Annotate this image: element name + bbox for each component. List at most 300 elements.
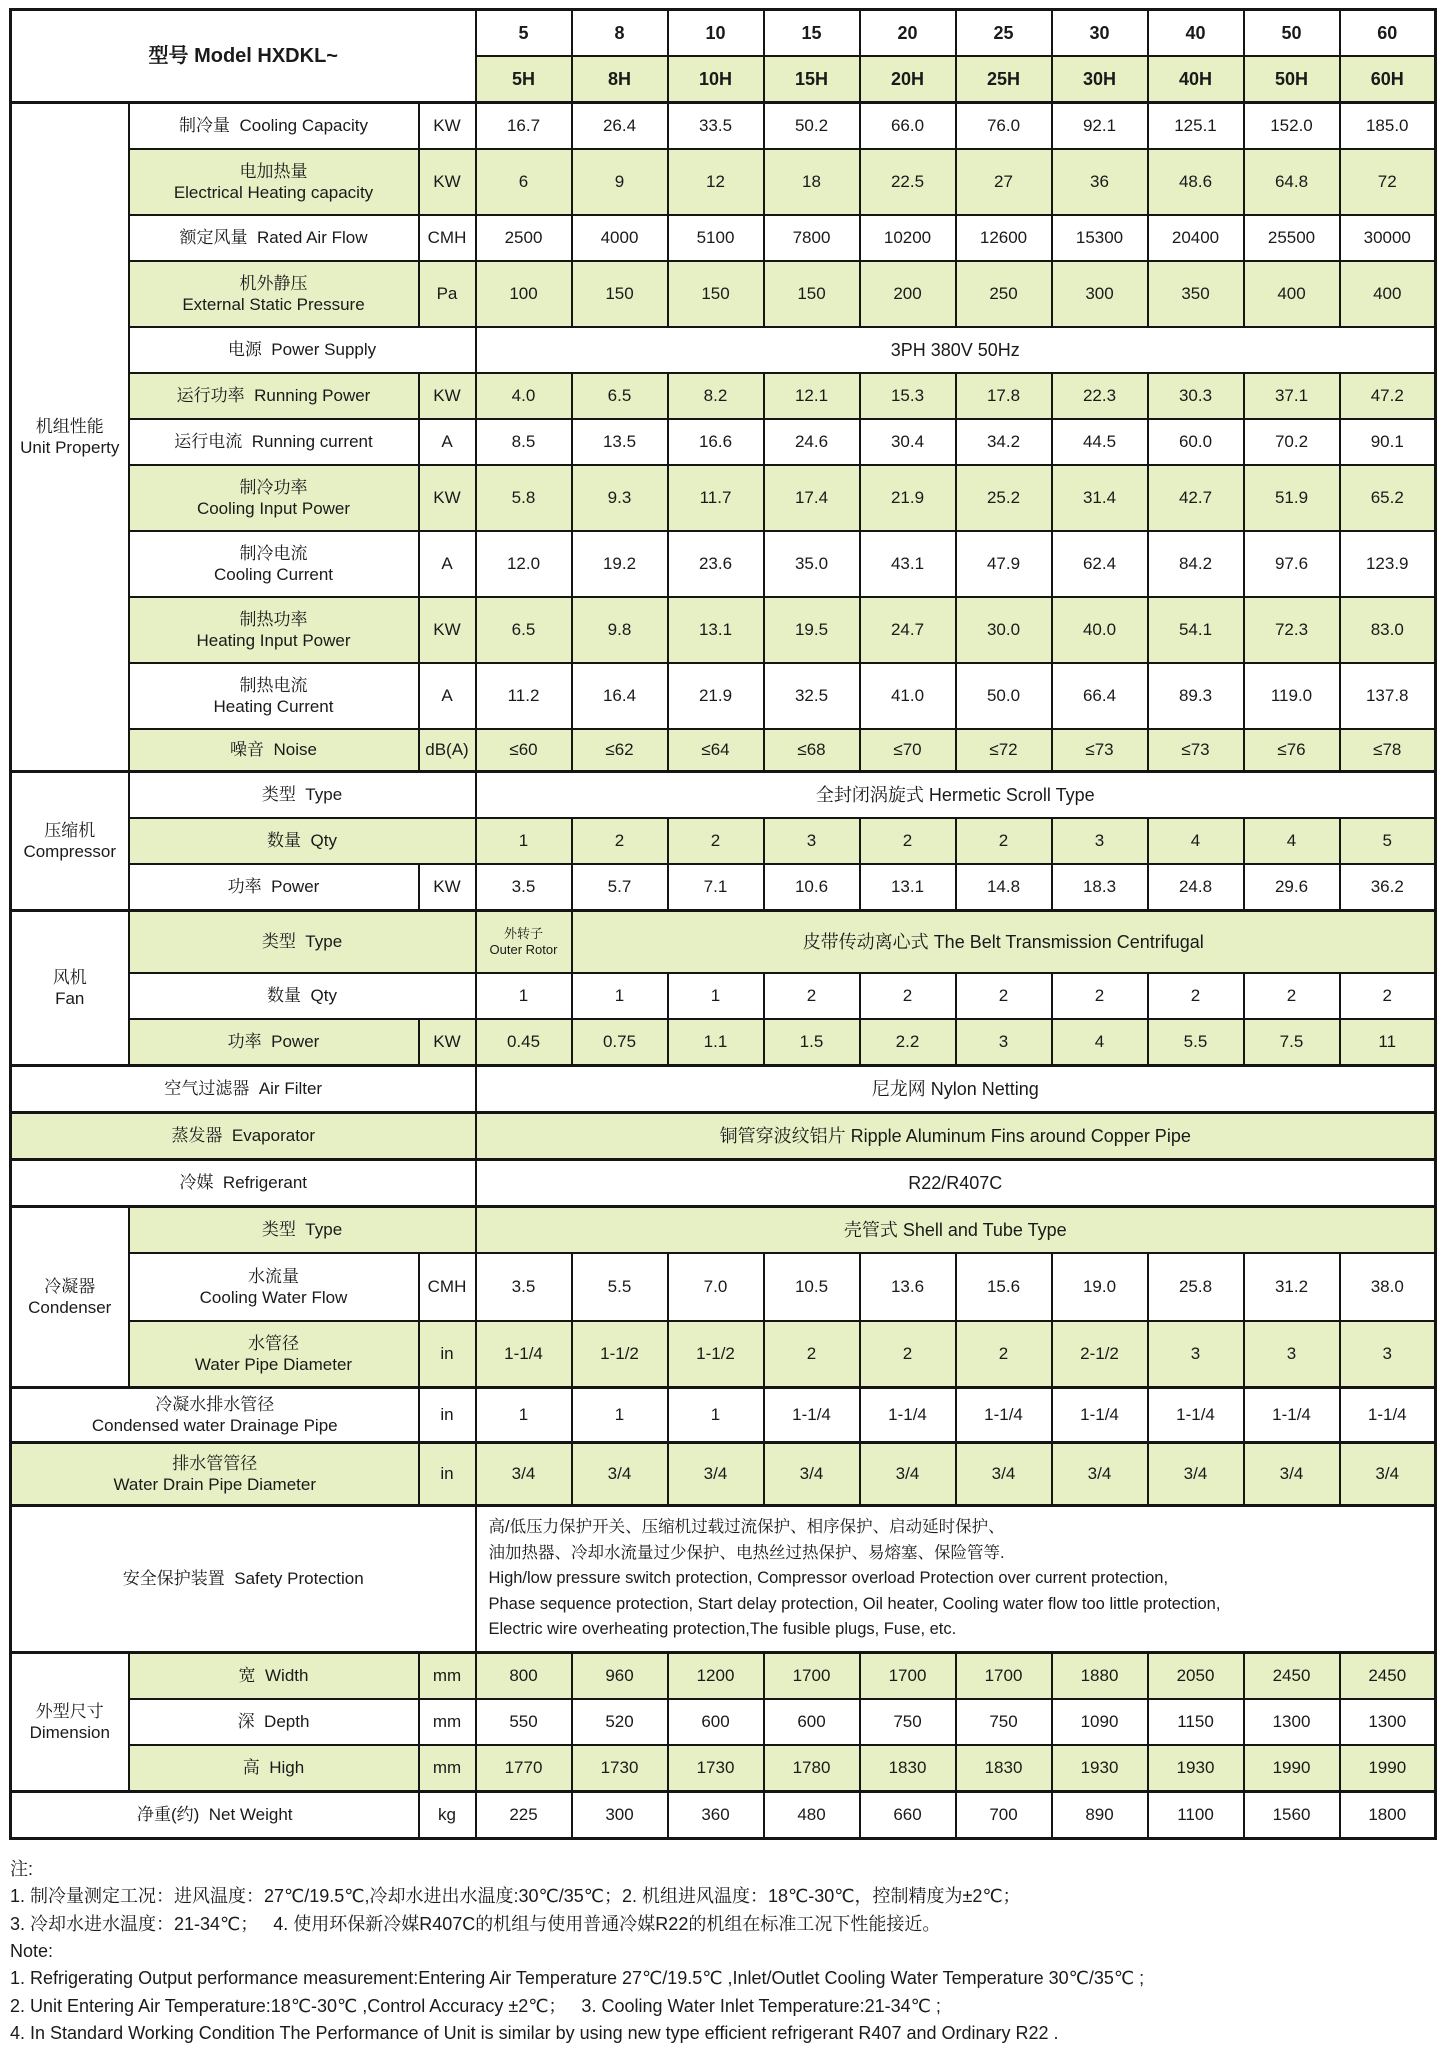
- label-cell: 安全保护装置 Safety Protection: [11, 1506, 476, 1653]
- value-cell: 1-1/4: [1148, 1388, 1244, 1443]
- value-cell: 12.0: [476, 531, 572, 597]
- value-cell: 2: [860, 1321, 956, 1388]
- value-cell: 480: [764, 1791, 860, 1838]
- value-cell: 2: [956, 1321, 1052, 1388]
- value-cell: 1: [476, 818, 572, 864]
- span-cell: 皮带传动离心式 The Belt Transmission Centrifugal: [572, 911, 1436, 974]
- value-cell: 2500: [476, 215, 572, 261]
- value-cell: 5.5: [572, 1253, 668, 1321]
- value-cell: 4000: [572, 215, 668, 261]
- unit-cell: in: [419, 1443, 476, 1506]
- value-cell: 72: [1340, 149, 1436, 215]
- value-cell: 9.3: [572, 465, 668, 531]
- spec-sheet: [0, 8, 1444, 2047]
- group-cell: 冷凝器 Condenser: [11, 1207, 129, 1388]
- value-cell: 36.2: [1340, 864, 1436, 911]
- value-cell: 5.5: [1148, 1019, 1244, 1066]
- value-cell: 15.6: [956, 1253, 1052, 1321]
- value-cell: 6.5: [572, 373, 668, 419]
- label-cell: 机外静压 External Static Pressure: [129, 261, 419, 327]
- value-cell: 2: [764, 973, 860, 1019]
- value-cell: 15300: [1052, 215, 1148, 261]
- value-cell: 1700: [956, 1652, 1052, 1699]
- value-cell: 9.8: [572, 597, 668, 663]
- unit-cell: A: [419, 663, 476, 729]
- value-cell: 700: [956, 1791, 1052, 1838]
- value-cell: 2050: [1148, 1652, 1244, 1699]
- value-cell: 22.3: [1052, 373, 1148, 419]
- value-cell: 30.3: [1148, 373, 1244, 419]
- value-cell: 97.6: [1244, 531, 1340, 597]
- value-cell: 2450: [1340, 1652, 1436, 1699]
- value-cell: 960: [572, 1652, 668, 1699]
- model-cell: 8: [572, 10, 668, 57]
- value-cell: 51.9: [1244, 465, 1340, 531]
- value-cell: 890: [1052, 1791, 1148, 1838]
- value-cell: 3.5: [476, 864, 572, 911]
- value-cell: 1-1/2: [572, 1321, 668, 1388]
- value-cell: 1990: [1340, 1745, 1436, 1792]
- value-cell: 5: [1340, 818, 1436, 864]
- label-cell: 蒸发器 Evaporator: [11, 1113, 476, 1160]
- value-cell: 32.5: [764, 663, 860, 729]
- label-cell: 排水管管径 Water Drain Pipe Diameter: [11, 1443, 419, 1506]
- label-cell: 高 High: [129, 1745, 419, 1792]
- value-cell: 5100: [668, 215, 764, 261]
- value-cell: 11: [1340, 1019, 1436, 1066]
- value-cell: 185.0: [1340, 103, 1436, 150]
- value-cell: 31.2: [1244, 1253, 1340, 1321]
- model-h-cell: 5H: [476, 56, 572, 103]
- value-cell: 29.6: [1244, 864, 1340, 911]
- value-cell: 150: [668, 261, 764, 327]
- model-cell: 25: [956, 10, 1052, 57]
- value-cell: 2: [764, 1321, 860, 1388]
- value-cell: 24.7: [860, 597, 956, 663]
- value-cell: 3: [764, 818, 860, 864]
- unit-cell: A: [419, 531, 476, 597]
- value-cell: 50.2: [764, 103, 860, 150]
- value-cell: 1990: [1244, 1745, 1340, 1792]
- value-cell: 1930: [1148, 1745, 1244, 1792]
- value-cell: 10.5: [764, 1253, 860, 1321]
- value-cell: 1090: [1052, 1699, 1148, 1745]
- value-cell: 16.7: [476, 103, 572, 150]
- value-cell: 4: [1148, 818, 1244, 864]
- value-cell: 6: [476, 149, 572, 215]
- model-h-cell: 40H: [1148, 56, 1244, 103]
- note-line: 1. 制冷量测定工况：进风温度：27℃/19.5℃,冷却水进出水温度:30℃/35℃；2. 机组进风温度：18℃-30℃，控制精度为±2℃；: [10, 1886, 1021, 1907]
- value-cell: 18.3: [1052, 864, 1148, 911]
- value-cell: 31.4: [1052, 465, 1148, 531]
- span-cell: 铜管穿波纹铝片 Ripple Aluminum Fins around Copper Pipe: [476, 1113, 1436, 1160]
- label-cell: 运行功率 Running Power: [129, 373, 419, 419]
- value-cell: 3/4: [956, 1443, 1052, 1506]
- value-cell: 3/4: [668, 1443, 764, 1506]
- value-cell: 2: [1340, 973, 1436, 1019]
- label-cell: 功率 Power: [129, 1019, 419, 1066]
- unit-cell: CMH: [419, 215, 476, 261]
- label-cell: 额定风量 Rated Air Flow: [129, 215, 419, 261]
- value-cell: 1: [668, 973, 764, 1019]
- value-cell: 3: [1244, 1321, 1340, 1388]
- value-cell: 89.3: [1148, 663, 1244, 729]
- value-cell: 12.1: [764, 373, 860, 419]
- value-cell: 150: [572, 261, 668, 327]
- model-cell: 10: [668, 10, 764, 57]
- value-cell: 4: [1052, 1019, 1148, 1066]
- value-cell: 200: [860, 261, 956, 327]
- unit-cell: dB(A): [419, 729, 476, 772]
- value-cell: 27: [956, 149, 1052, 215]
- unit-cell: CMH: [419, 1253, 476, 1321]
- value-cell: 3.5: [476, 1253, 572, 1321]
- value-cell: 25.2: [956, 465, 1052, 531]
- value-cell: 43.1: [860, 531, 956, 597]
- value-cell: 22.5: [860, 149, 956, 215]
- value-cell: 47.2: [1340, 373, 1436, 419]
- value-cell: 65.2: [1340, 465, 1436, 531]
- model-title-cell: 型号 Model HXDKL~: [11, 10, 476, 103]
- value-cell: 33.5: [668, 103, 764, 150]
- value-cell: 24.8: [1148, 864, 1244, 911]
- value-cell: 70.2: [1244, 419, 1340, 465]
- value-cell: 42.7: [1148, 465, 1244, 531]
- value-cell: 25500: [1244, 215, 1340, 261]
- value-cell: 152.0: [1244, 103, 1340, 150]
- value-cell: 2: [572, 818, 668, 864]
- value-cell: 7.5: [1244, 1019, 1340, 1066]
- unit-cell: in: [419, 1388, 476, 1443]
- value-cell: 750: [956, 1699, 1052, 1745]
- value-cell: 1-1/4: [1340, 1388, 1436, 1443]
- unit-cell: KW: [419, 103, 476, 150]
- label-cell: 制热功率 Heating Input Power: [129, 597, 419, 663]
- value-cell: 2: [1052, 973, 1148, 1019]
- unit-cell: mm: [419, 1652, 476, 1699]
- value-cell: ≤62: [572, 729, 668, 772]
- value-cell: ≤76: [1244, 729, 1340, 772]
- value-cell: 40.0: [1052, 597, 1148, 663]
- value-cell: 2: [668, 818, 764, 864]
- value-cell: 20400: [1148, 215, 1244, 261]
- label-cell: 功率 Power: [129, 864, 419, 911]
- safety-text-cell: 高/低压力保护开关、压缩机过载过流保护、相序保护、启动延时保护、 油加热器、冷却水流量过少保护、电热丝过热保护、易熔塞、保险管等. High/low pressure switch protection, Compressor overload Protection over current protection, Phase sequence protection, Start delay protection, Oil heater, Cooling water flow too little protection, Electric wire overheating protection,The fusible plugs, Fuse, etc.: [476, 1506, 1436, 1653]
- group-cell: 机组性能 Unit Property: [11, 103, 129, 772]
- value-cell: ≤78: [1340, 729, 1436, 772]
- value-cell: 123.9: [1340, 531, 1436, 597]
- value-cell: 13.6: [860, 1253, 956, 1321]
- value-cell: 12: [668, 149, 764, 215]
- value-cell: 2-1/2: [1052, 1321, 1148, 1388]
- value-cell: 3/4: [1148, 1443, 1244, 1506]
- model-h-cell: 30H: [1052, 56, 1148, 103]
- value-cell: 3/4: [1340, 1443, 1436, 1506]
- value-cell: 37.1: [1244, 373, 1340, 419]
- notes: [10, 1856, 1436, 2048]
- value-cell: 3/4: [1052, 1443, 1148, 1506]
- model-h-cell: 50H: [1244, 56, 1340, 103]
- value-cell: 300: [1052, 261, 1148, 327]
- value-cell: 34.2: [956, 419, 1052, 465]
- span-cell: 3PH 380V 50Hz: [476, 327, 1436, 373]
- unit-cell: mm: [419, 1745, 476, 1792]
- value-cell: 1100: [1148, 1791, 1244, 1838]
- value-cell: 2: [860, 973, 956, 1019]
- value-cell: 125.1: [1148, 103, 1244, 150]
- unit-cell: KW: [419, 465, 476, 531]
- unit-cell: in: [419, 1321, 476, 1388]
- value-cell: 16.4: [572, 663, 668, 729]
- value-cell: 62.4: [1052, 531, 1148, 597]
- model-cell: 20: [860, 10, 956, 57]
- value-cell: 19.2: [572, 531, 668, 597]
- value-cell: 23.6: [668, 531, 764, 597]
- value-cell: 10.6: [764, 864, 860, 911]
- label-cell: 制冷电流 Cooling Current: [129, 531, 419, 597]
- value-cell: 1: [572, 1388, 668, 1443]
- value-cell: 26.4: [572, 103, 668, 150]
- model-h-cell: 15H: [764, 56, 860, 103]
- value-cell: 72.3: [1244, 597, 1340, 663]
- label-cell: 净重(约) Net Weight: [11, 1791, 419, 1838]
- label-cell: 类型 Type: [129, 911, 476, 974]
- value-cell: 0.45: [476, 1019, 572, 1066]
- value-cell: 360: [668, 1791, 764, 1838]
- value-cell: 1700: [764, 1652, 860, 1699]
- value-cell: 30.0: [956, 597, 1052, 663]
- value-cell: ≤60: [476, 729, 572, 772]
- note-line: 4. In Standard Working Condition The Performance of Unit is similar by using new type efficient refrigerant R407 and Ordinary R22 .: [10, 2022, 1059, 2043]
- label-cell: 宽 Width: [129, 1652, 419, 1699]
- value-cell: 137.8: [1340, 663, 1436, 729]
- value-cell: 76.0: [956, 103, 1052, 150]
- unit-cell: KW: [419, 864, 476, 911]
- value-cell: 3: [1148, 1321, 1244, 1388]
- note-line: 1. Refrigerating Output performance measurement:Entering Air Temperature 27℃/19.5℃ ,Inlet/Outlet Cooling Water Temperature 30℃/35℃ ;: [10, 1968, 1145, 1989]
- value-cell: 13.1: [860, 864, 956, 911]
- value-cell: 13.1: [668, 597, 764, 663]
- value-cell: 2: [956, 818, 1052, 864]
- model-h-cell: 60H: [1340, 56, 1436, 103]
- value-cell: 1: [476, 973, 572, 1019]
- value-cell: 1-1/4: [476, 1321, 572, 1388]
- value-cell: 150: [764, 261, 860, 327]
- value-cell: 21.9: [860, 465, 956, 531]
- label-cell: 深 Depth: [129, 1699, 419, 1745]
- value-cell: 48.6: [1148, 149, 1244, 215]
- value-cell: 90.1: [1340, 419, 1436, 465]
- value-cell: 3/4: [572, 1443, 668, 1506]
- value-cell: 1-1/4: [860, 1388, 956, 1443]
- label-cell: 噪音 Noise: [129, 729, 419, 772]
- value-cell: 3: [1052, 818, 1148, 864]
- value-cell: 550: [476, 1699, 572, 1745]
- model-cell: 30: [1052, 10, 1148, 57]
- value-cell: 7800: [764, 215, 860, 261]
- value-cell: 19.5: [764, 597, 860, 663]
- value-cell: 1730: [572, 1745, 668, 1792]
- model-cell: 60: [1340, 10, 1436, 57]
- value-cell: 15.3: [860, 373, 956, 419]
- label-cell: 数量 Qty: [129, 818, 476, 864]
- model-cell: 5: [476, 10, 572, 57]
- value-cell: 17.4: [764, 465, 860, 531]
- value-cell: 1: [572, 973, 668, 1019]
- value-cell: 16.6: [668, 419, 764, 465]
- value-cell: 600: [668, 1699, 764, 1745]
- model-cell: 40: [1148, 10, 1244, 57]
- group-cell: 外型尺寸 Dimension: [11, 1652, 129, 1791]
- value-cell: 10200: [860, 215, 956, 261]
- value-cell: 1-1/4: [1052, 1388, 1148, 1443]
- value-cell: 4.0: [476, 373, 572, 419]
- label-cell: 电源 Power Supply: [129, 327, 476, 373]
- value-cell: 1700: [860, 1652, 956, 1699]
- value-cell: 600: [764, 1699, 860, 1745]
- unit-cell: kg: [419, 1791, 476, 1838]
- value-cell: 1: [476, 1388, 572, 1443]
- value-cell: 11.7: [668, 465, 764, 531]
- unit-cell: KW: [419, 1019, 476, 1066]
- value-cell: 83.0: [1340, 597, 1436, 663]
- fan-type-first-cell: 外转子 Outer Rotor: [476, 911, 572, 974]
- value-cell: 7.1: [668, 864, 764, 911]
- value-cell: ≤73: [1148, 729, 1244, 772]
- span-cell: 全封闭涡旋式 Hermetic Scroll Type: [476, 772, 1436, 819]
- value-cell: 1730: [668, 1745, 764, 1792]
- value-cell: 47.9: [956, 531, 1052, 597]
- label-cell: 空气过滤器 Air Filter: [11, 1066, 476, 1113]
- value-cell: 1930: [1052, 1745, 1148, 1792]
- value-cell: 1830: [956, 1745, 1052, 1792]
- value-cell: 25.8: [1148, 1253, 1244, 1321]
- label-cell: 类型 Type: [129, 1207, 476, 1254]
- label-cell: 数量 Qty: [129, 973, 476, 1019]
- label-cell: 冷凝水排水管径 Condensed water Drainage Pipe: [11, 1388, 419, 1443]
- value-cell: 36: [1052, 149, 1148, 215]
- group-cell: 压缩机 Compressor: [11, 772, 129, 911]
- value-cell: 66.0: [860, 103, 956, 150]
- value-cell: 60.0: [1148, 419, 1244, 465]
- span-cell: 壳管式 Shell and Tube Type: [476, 1207, 1436, 1254]
- value-cell: 8.5: [476, 419, 572, 465]
- value-cell: 84.2: [1148, 531, 1244, 597]
- value-cell: 5.7: [572, 864, 668, 911]
- value-cell: 54.1: [1148, 597, 1244, 663]
- value-cell: 2: [1148, 973, 1244, 1019]
- value-cell: ≤72: [956, 729, 1052, 772]
- value-cell: 2: [1244, 973, 1340, 1019]
- value-cell: 3/4: [476, 1443, 572, 1506]
- value-cell: 2: [956, 973, 1052, 1019]
- value-cell: 1-1/2: [668, 1321, 764, 1388]
- value-cell: 660: [860, 1791, 956, 1838]
- span-cell: R22/R407C: [476, 1160, 1436, 1207]
- value-cell: 1880: [1052, 1652, 1148, 1699]
- value-cell: 19.0: [1052, 1253, 1148, 1321]
- label-cell: 水管径 Water Pipe Diameter: [129, 1321, 419, 1388]
- value-cell: 1-1/4: [1244, 1388, 1340, 1443]
- value-cell: 12600: [956, 215, 1052, 261]
- unit-cell: KW: [419, 597, 476, 663]
- label-cell: 类型 Type: [129, 772, 476, 819]
- value-cell: ≤70: [860, 729, 956, 772]
- value-cell: 41.0: [860, 663, 956, 729]
- value-cell: 50.0: [956, 663, 1052, 729]
- value-cell: 64.8: [1244, 149, 1340, 215]
- unit-cell: KW: [419, 373, 476, 419]
- value-cell: 7.0: [668, 1253, 764, 1321]
- value-cell: 1830: [860, 1745, 956, 1792]
- value-cell: 3/4: [1244, 1443, 1340, 1506]
- notes-zh-title: 注:: [10, 1858, 34, 1879]
- unit-cell: A: [419, 419, 476, 465]
- value-cell: 14.8: [956, 864, 1052, 911]
- unit-cell: KW: [419, 149, 476, 215]
- value-cell: 24.6: [764, 419, 860, 465]
- value-cell: 44.5: [1052, 419, 1148, 465]
- value-cell: ≤68: [764, 729, 860, 772]
- value-cell: ≤64: [668, 729, 764, 772]
- value-cell: 3: [1340, 1321, 1436, 1388]
- model-cell: 15: [764, 10, 860, 57]
- value-cell: 66.4: [1052, 663, 1148, 729]
- value-cell: 2.2: [860, 1019, 956, 1066]
- value-cell: 4: [1244, 818, 1340, 864]
- value-cell: 5.8: [476, 465, 572, 531]
- value-cell: 17.8: [956, 373, 1052, 419]
- spec-table: [9, 8, 1437, 1840]
- model-cell: 50: [1244, 10, 1340, 57]
- value-cell: 30.4: [860, 419, 956, 465]
- value-cell: 1770: [476, 1745, 572, 1792]
- value-cell: 0.75: [572, 1019, 668, 1066]
- value-cell: 400: [1340, 261, 1436, 327]
- value-cell: 800: [476, 1652, 572, 1699]
- value-cell: 1560: [1244, 1791, 1340, 1838]
- value-cell: 520: [572, 1699, 668, 1745]
- group-cell: 风机 Fan: [11, 911, 129, 1066]
- value-cell: 119.0: [1244, 663, 1340, 729]
- value-cell: 2: [860, 818, 956, 864]
- value-cell: 35.0: [764, 531, 860, 597]
- value-cell: 1-1/4: [764, 1388, 860, 1443]
- value-cell: 100: [476, 261, 572, 327]
- value-cell: 92.1: [1052, 103, 1148, 150]
- model-h-cell: 20H: [860, 56, 956, 103]
- label-cell: 制热电流 Heating Current: [129, 663, 419, 729]
- value-cell: 3/4: [764, 1443, 860, 1506]
- value-cell: 1: [668, 1388, 764, 1443]
- unit-cell: mm: [419, 1699, 476, 1745]
- label-cell: 电加热量 Electrical Heating capacity: [129, 149, 419, 215]
- note-line: 3. 冷却水进水温度：21-34℃； 4. 使用环保新冷媒R407C的机组与使用普通冷媒R22的机组在标准工况下性能接近。: [10, 1913, 941, 1934]
- value-cell: 1200: [668, 1652, 764, 1699]
- value-cell: 400: [1244, 261, 1340, 327]
- model-h-cell: 8H: [572, 56, 668, 103]
- value-cell: 1300: [1340, 1699, 1436, 1745]
- value-cell: 3/4: [860, 1443, 956, 1506]
- unit-cell: Pa: [419, 261, 476, 327]
- value-cell: 3: [956, 1019, 1052, 1066]
- value-cell: 350: [1148, 261, 1244, 327]
- value-cell: ≤73: [1052, 729, 1148, 772]
- value-cell: 6.5: [476, 597, 572, 663]
- value-cell: 2450: [1244, 1652, 1340, 1699]
- note-line: 2. Unit Entering Air Temperature:18℃-30℃ ,Control Accuracy ±2℃； 3. Cooling Water Inlet Temperature:21-34℃ ;: [10, 1995, 941, 2016]
- value-cell: 21.9: [668, 663, 764, 729]
